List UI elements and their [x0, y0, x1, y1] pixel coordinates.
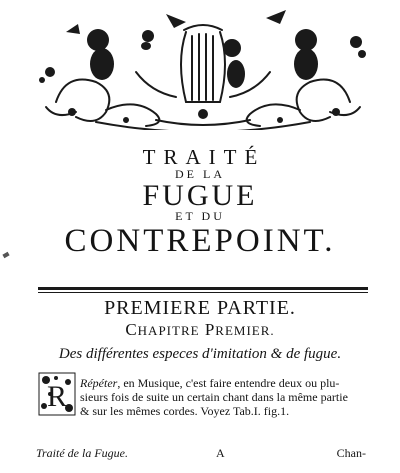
chapter-heading — [0, 320, 400, 341]
chapter-initial: C — [125, 320, 138, 339]
signature-mark: A — [216, 446, 225, 460]
paragraph-lead-word: Répéter — [80, 376, 118, 390]
chapter-subtitle: Des différentes especes d'imitation & de fugue. — [58, 346, 342, 362]
chapter-word-2: REMIER. — [215, 323, 275, 338]
paragraph-line-2: sieurs fois de suite un certain chant dans la même partie — [80, 390, 348, 404]
title-fugue: FUGUE — [142, 179, 258, 212]
svg-text:R: R — [46, 380, 68, 413]
running-footer-title: Traité de la Fugue. — [36, 446, 128, 460]
part-heading: PREMIERE PARTIE. — [104, 297, 296, 319]
title-de-la: DE LA — [175, 167, 225, 181]
paragraph-line-1-text: , en Musique, c'est faire entendre deux ou plu- — [117, 376, 340, 390]
chapter-word: HAPITRE — [137, 323, 200, 338]
paragraph-line-3: & sur les mêmes cordes. Voyez Tab.I. fig.1. — [80, 404, 290, 418]
catchword: Chan- — [336, 446, 366, 460]
opening-paragraph — [80, 376, 380, 418]
title-block — [0, 146, 400, 258]
divider-thin — [38, 292, 368, 293]
title-et-du: ET DU — [175, 209, 225, 223]
decorated-initial-r-icon — [38, 372, 76, 416]
chapter-initial-2: P — [204, 320, 216, 339]
divider-thick — [38, 287, 368, 290]
paragraph-line-1 — [80, 376, 380, 390]
title-traite: TRAITÉ — [142, 145, 266, 169]
title-contrepoint: CONTREPOINT. — [64, 223, 336, 259]
ornament-headpiece-icon — [36, 2, 370, 130]
